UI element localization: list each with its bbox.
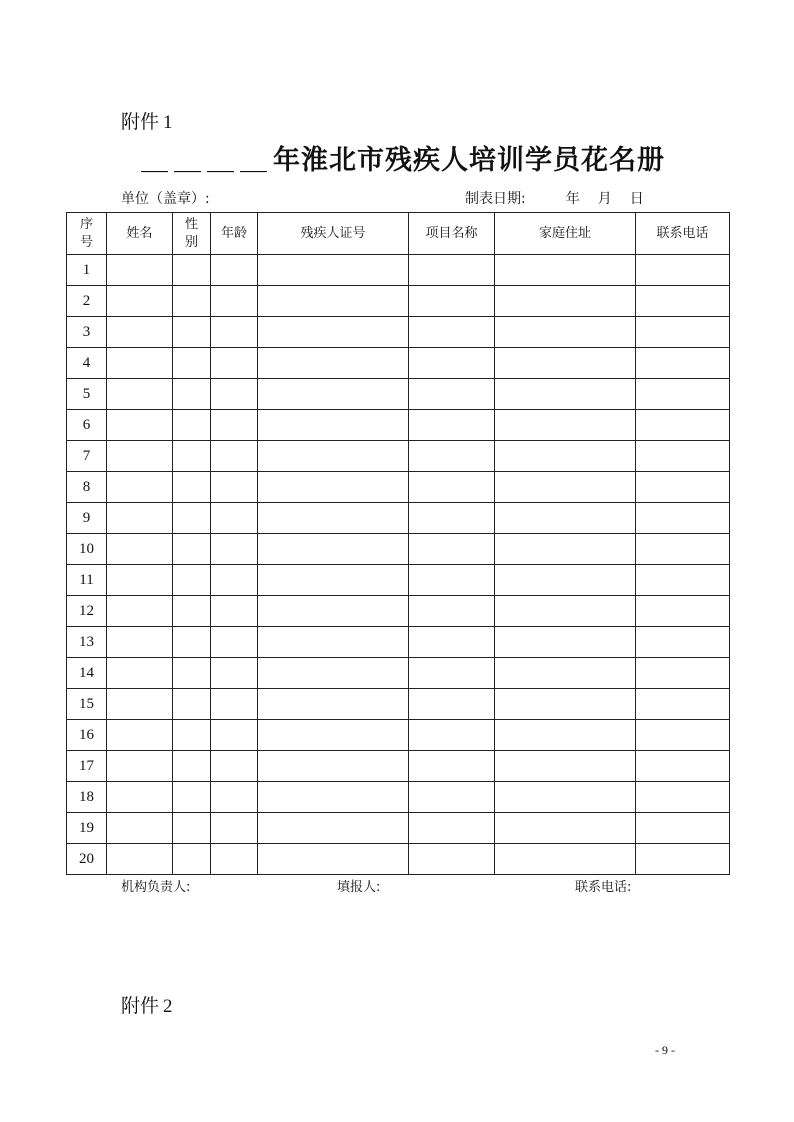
table-body xyxy=(67,255,730,875)
empty-cell xyxy=(107,286,173,317)
empty-cell xyxy=(107,503,173,534)
empty-cell xyxy=(258,255,409,286)
empty-cell xyxy=(409,317,495,348)
empty-cell xyxy=(636,565,730,596)
column-header: 年龄 xyxy=(211,213,258,255)
empty-cell xyxy=(495,813,636,844)
row-number: 9 xyxy=(67,503,107,534)
roster-table xyxy=(66,212,730,875)
empty-cell xyxy=(636,503,730,534)
row-number: 2 xyxy=(67,286,107,317)
empty-cell xyxy=(495,751,636,782)
empty-cell xyxy=(495,565,636,596)
empty-cell xyxy=(495,348,636,379)
row-number: 3 xyxy=(67,317,107,348)
empty-cell xyxy=(409,441,495,472)
date-month: 月 xyxy=(597,191,612,207)
empty-cell xyxy=(636,596,730,627)
empty-cell xyxy=(495,503,636,534)
empty-cell xyxy=(107,782,173,813)
empty-cell xyxy=(211,751,258,782)
empty-cell xyxy=(173,410,211,441)
empty-cell xyxy=(409,472,495,503)
empty-cell xyxy=(495,596,636,627)
table-row xyxy=(67,720,730,751)
empty-cell xyxy=(211,317,258,348)
empty-cell xyxy=(211,720,258,751)
table-row xyxy=(67,441,730,472)
table-row xyxy=(67,813,730,844)
date-line xyxy=(465,188,644,208)
empty-cell xyxy=(173,720,211,751)
empty-cell xyxy=(495,441,636,472)
empty-cell xyxy=(107,813,173,844)
row-number: 13 xyxy=(67,627,107,658)
row-number: 8 xyxy=(67,472,107,503)
empty-cell xyxy=(636,410,730,441)
empty-cell xyxy=(107,565,173,596)
empty-cell xyxy=(211,255,258,286)
empty-cell xyxy=(495,658,636,689)
empty-cell xyxy=(636,782,730,813)
empty-cell xyxy=(173,627,211,658)
empty-cell xyxy=(211,286,258,317)
empty-cell xyxy=(409,348,495,379)
empty-cell xyxy=(636,534,730,565)
row-number: 16 xyxy=(67,720,107,751)
empty-cell xyxy=(636,317,730,348)
empty-cell xyxy=(258,565,409,596)
empty-cell xyxy=(211,472,258,503)
empty-cell xyxy=(495,844,636,875)
empty-cell xyxy=(495,720,636,751)
row-number: 15 xyxy=(67,689,107,720)
empty-cell xyxy=(258,782,409,813)
empty-cell xyxy=(107,751,173,782)
column-header: 姓名 xyxy=(107,213,173,255)
row-number: 20 xyxy=(67,844,107,875)
empty-cell xyxy=(409,534,495,565)
empty-cell xyxy=(173,534,211,565)
footer-contact-phone: 联系电话: xyxy=(575,880,632,895)
empty-cell xyxy=(107,348,173,379)
empty-cell xyxy=(495,534,636,565)
table-row xyxy=(67,596,730,627)
empty-cell xyxy=(409,627,495,658)
empty-cell xyxy=(211,782,258,813)
empty-cell xyxy=(211,627,258,658)
empty-cell xyxy=(258,410,409,441)
empty-cell xyxy=(636,472,730,503)
annex-2-label: 附件 2 xyxy=(121,995,173,1017)
empty-cell xyxy=(107,596,173,627)
empty-cell xyxy=(495,410,636,441)
table-row xyxy=(67,472,730,503)
empty-cell xyxy=(495,379,636,410)
empty-cell xyxy=(211,596,258,627)
empty-cell xyxy=(258,720,409,751)
empty-cell xyxy=(173,286,211,317)
empty-cell xyxy=(211,813,258,844)
table-row xyxy=(67,534,730,565)
empty-cell xyxy=(409,782,495,813)
empty-cell xyxy=(258,317,409,348)
empty-cell xyxy=(173,844,211,875)
table-row xyxy=(67,689,730,720)
title-text: 年淮北市残疾人培训学员花名册 xyxy=(273,145,665,176)
empty-cell xyxy=(636,844,730,875)
empty-cell xyxy=(258,348,409,379)
empty-cell xyxy=(258,689,409,720)
annex-1-label: 附件 1 xyxy=(121,111,173,133)
column-header: 项目名称 xyxy=(409,213,495,255)
empty-cell xyxy=(409,720,495,751)
empty-cell xyxy=(173,658,211,689)
empty-cell xyxy=(495,286,636,317)
unit-seal-label: 单位（盖章）: xyxy=(121,191,210,207)
column-header: 家庭住址 xyxy=(495,213,636,255)
empty-cell xyxy=(409,596,495,627)
row-number: 19 xyxy=(67,813,107,844)
empty-cell xyxy=(258,813,409,844)
empty-cell xyxy=(211,689,258,720)
table-row xyxy=(67,658,730,689)
empty-cell xyxy=(173,782,211,813)
empty-cell xyxy=(211,441,258,472)
table-row xyxy=(67,317,730,348)
empty-cell xyxy=(173,317,211,348)
column-header: 联系电话 xyxy=(636,213,730,255)
empty-cell xyxy=(409,813,495,844)
row-number: 12 xyxy=(67,596,107,627)
empty-cell xyxy=(258,627,409,658)
empty-cell xyxy=(636,441,730,472)
empty-cell xyxy=(173,441,211,472)
empty-cell xyxy=(107,410,173,441)
empty-cell xyxy=(258,379,409,410)
empty-cell xyxy=(636,751,730,782)
empty-cell xyxy=(107,627,173,658)
empty-cell xyxy=(495,627,636,658)
row-number: 10 xyxy=(67,534,107,565)
empty-cell xyxy=(636,255,730,286)
row-number: 1 xyxy=(67,255,107,286)
empty-cell xyxy=(495,472,636,503)
empty-cell xyxy=(258,596,409,627)
date-label: 制表日期: xyxy=(465,191,526,207)
page-number: - 9 - xyxy=(655,1043,675,1057)
empty-cell xyxy=(636,689,730,720)
table-row xyxy=(67,751,730,782)
empty-cell xyxy=(409,379,495,410)
empty-cell xyxy=(211,844,258,875)
table-row xyxy=(67,844,730,875)
empty-cell xyxy=(211,565,258,596)
empty-cell xyxy=(258,472,409,503)
row-number: 6 xyxy=(67,410,107,441)
empty-cell xyxy=(495,255,636,286)
empty-cell xyxy=(107,534,173,565)
empty-cell xyxy=(173,751,211,782)
empty-cell xyxy=(258,503,409,534)
empty-cell xyxy=(409,503,495,534)
empty-cell xyxy=(258,534,409,565)
empty-cell xyxy=(636,348,730,379)
empty-cell xyxy=(495,317,636,348)
empty-cell xyxy=(107,379,173,410)
empty-cell xyxy=(636,627,730,658)
table-row xyxy=(67,565,730,596)
footer-filler: 填报人: xyxy=(337,880,381,895)
table-row xyxy=(67,348,730,379)
empty-cell xyxy=(636,286,730,317)
empty-cell xyxy=(173,565,211,596)
empty-cell xyxy=(409,286,495,317)
table-row xyxy=(67,410,730,441)
empty-cell xyxy=(409,255,495,286)
empty-cell xyxy=(173,503,211,534)
empty-cell xyxy=(107,689,173,720)
column-header: 序 号 xyxy=(67,213,107,255)
empty-cell xyxy=(107,472,173,503)
table-header-row xyxy=(67,213,730,255)
empty-cell xyxy=(173,379,211,410)
empty-cell xyxy=(211,503,258,534)
empty-cell xyxy=(173,348,211,379)
empty-cell xyxy=(258,751,409,782)
table-row xyxy=(67,782,730,813)
empty-cell xyxy=(107,441,173,472)
empty-cell xyxy=(409,565,495,596)
empty-cell xyxy=(211,410,258,441)
empty-cell xyxy=(636,379,730,410)
empty-cell xyxy=(636,813,730,844)
empty-cell xyxy=(409,658,495,689)
empty-cell xyxy=(107,658,173,689)
table-row xyxy=(67,255,730,286)
empty-cell xyxy=(258,658,409,689)
row-number: 11 xyxy=(67,565,107,596)
empty-cell xyxy=(409,844,495,875)
table-row xyxy=(67,379,730,410)
empty-cell xyxy=(173,689,211,720)
empty-cell xyxy=(211,658,258,689)
empty-cell xyxy=(258,441,409,472)
empty-cell xyxy=(211,534,258,565)
table-row xyxy=(67,627,730,658)
column-header: 残疾人证号 xyxy=(258,213,409,255)
empty-cell xyxy=(211,379,258,410)
table-row xyxy=(67,286,730,317)
date-year: 年 xyxy=(565,191,580,207)
empty-cell xyxy=(636,720,730,751)
empty-cell xyxy=(258,844,409,875)
empty-cell xyxy=(409,689,495,720)
empty-cell xyxy=(173,813,211,844)
empty-cell xyxy=(107,255,173,286)
row-number: 14 xyxy=(67,658,107,689)
empty-cell xyxy=(211,348,258,379)
empty-cell xyxy=(173,255,211,286)
row-number: 18 xyxy=(67,782,107,813)
column-header: 性 别 xyxy=(173,213,211,255)
empty-cell xyxy=(409,410,495,441)
empty-cell xyxy=(409,751,495,782)
empty-cell xyxy=(107,317,173,348)
empty-cell xyxy=(107,844,173,875)
empty-cell xyxy=(636,658,730,689)
document-title xyxy=(141,138,665,177)
empty-cell xyxy=(495,689,636,720)
row-number: 5 xyxy=(67,379,107,410)
table-row xyxy=(67,503,730,534)
empty-cell xyxy=(107,720,173,751)
title-blank-lines: ＿＿＿＿ xyxy=(141,145,273,176)
footer-institution-head: 机构负责人: xyxy=(121,880,191,895)
row-number: 4 xyxy=(67,348,107,379)
empty-cell xyxy=(258,286,409,317)
row-number: 17 xyxy=(67,751,107,782)
empty-cell xyxy=(495,782,636,813)
date-day: 日 xyxy=(629,191,644,207)
empty-cell xyxy=(173,596,211,627)
empty-cell xyxy=(173,472,211,503)
row-number: 7 xyxy=(67,441,107,472)
